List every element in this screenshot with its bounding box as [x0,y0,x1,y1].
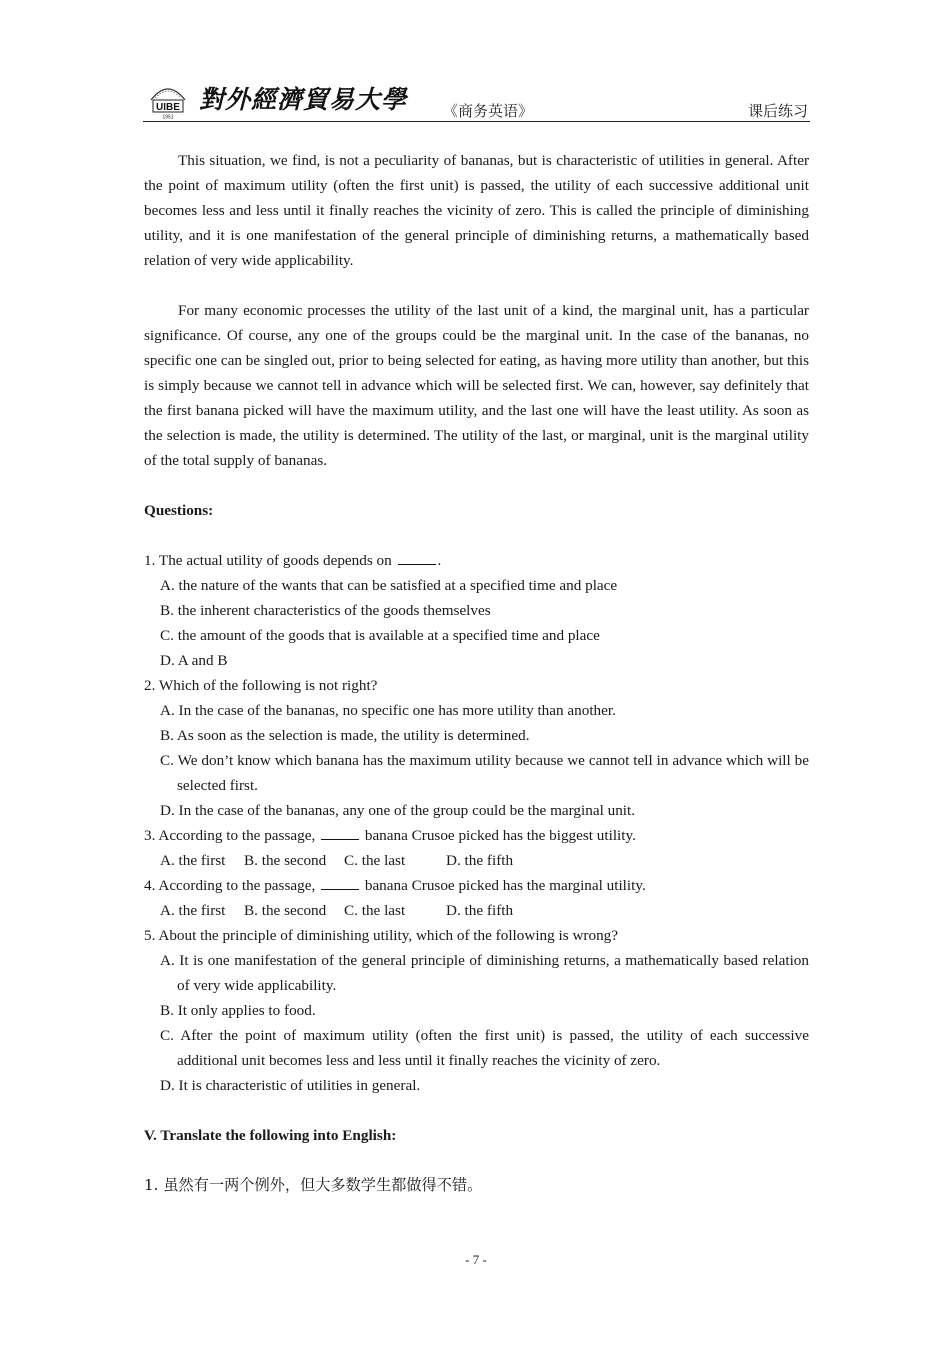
option: A. the nature of the wants that can be satisfied at a specified time and place [160,577,618,594]
option: D. It is characteristic of utilities in general. [160,1077,421,1094]
option: C. We don’t know which banana has the maximum utility because we cannot tell in advance which will be selected first. [160,752,809,794]
option: C. the last [344,852,406,869]
page-number: - 7 - [465,1252,487,1267]
option: A. the first [160,852,226,869]
question-2: 2. Which of the following is not right? [144,677,378,694]
question-4: 4. According to the passage, banana Crusoe picked has the marginal utility. [144,877,646,894]
question-5: 5. About the principle of diminishing utility, which of the following is wrong? [144,927,618,944]
option: D. the fifth [446,852,514,869]
option: A. It is one manifestation of the general principle of diminishing returns, a mathematically based relation of very wide applicability. [160,952,809,994]
questions-heading: Questions: [144,502,214,519]
option: B. the second [244,902,327,919]
option: A. the first [160,902,226,919]
options-row [144,848,809,873]
option: D. A and B [160,652,228,669]
translate-item: 1. 虽然有一两个例外，但大多数学生都做得不错。 [144,1176,483,1194]
translate-heading: V. Translate the following into English: [144,1127,397,1144]
option: C. the amount of the goods that is available at a specified time and place [160,627,600,644]
options-row [144,898,809,923]
question-3: 3. According to the passage, banana Crusoe picked has the biggest utility. [144,827,636,844]
header-divider [143,121,810,122]
option: C. the last [344,902,406,919]
answer-blank [398,550,436,565]
course-title: 《商务英语》 [443,104,534,120]
option: B. It only applies to food. [160,1002,316,1019]
option: D. the fifth [446,902,514,919]
option: B. As soon as the selection is made, the utility is determined. [160,727,530,744]
page-header [143,76,810,122]
option: B. the second [244,852,327,869]
option: C. After the point of maximum utility (often the first unit) is passed, the utility of each successive additional unit becomes less and less until it finally reaches the vicinity of zero. [160,1027,809,1069]
university-name: 對外經濟貿易大學 [199,87,408,114]
answer-blank [321,825,359,840]
university-logo-icon [143,80,193,120]
document-body [144,148,809,1198]
question-1: 1. The actual utility of goods depends on . [144,552,442,569]
answer-blank [321,875,359,890]
passage-paragraph: This situation, we find, is not a peculiarity of bananas, but is characteristic of utilities in general. After the point of maximum utility (often the first unit) is passed, the utility of each successive additional unit becomes less and less until it finally reaches the vicinity of zero. This is called the principle of diminishing utility, and it is one manifestation of the general principle of diminishing returns, a mathematically based relation of very wide applicability. [144,152,809,269]
passage-paragraph: For many economic processes the utility of the last unit of a kind, the marginal unit, has a particular significance. Of course, any one of the groups could be the marginal unit. In the case of the bananas, no specific one can be singled out, prior to being selected for eating, as having more utility than another, but this is simply because we cannot tell in advance which will be selected first. We can, however, say definitely that the first banana picked will have the maximum utility, and the last one will have the least utility. As soon as the selection is made, the utility is determined. The utility of the last, or marginal, unit is the marginal utility of the total supply of bananas. [144,302,809,469]
logo-year: 1951 [162,114,174,120]
option: A. In the case of the bananas, no specific one has more utility than another. [160,702,616,719]
option: D. In the case of the bananas, any one of the group could be the marginal unit. [160,802,636,819]
logo-text: UIBE [156,102,180,113]
option: B. the inherent characteristics of the goods themselves [160,602,491,619]
section-label: 课后练习 [747,104,808,120]
